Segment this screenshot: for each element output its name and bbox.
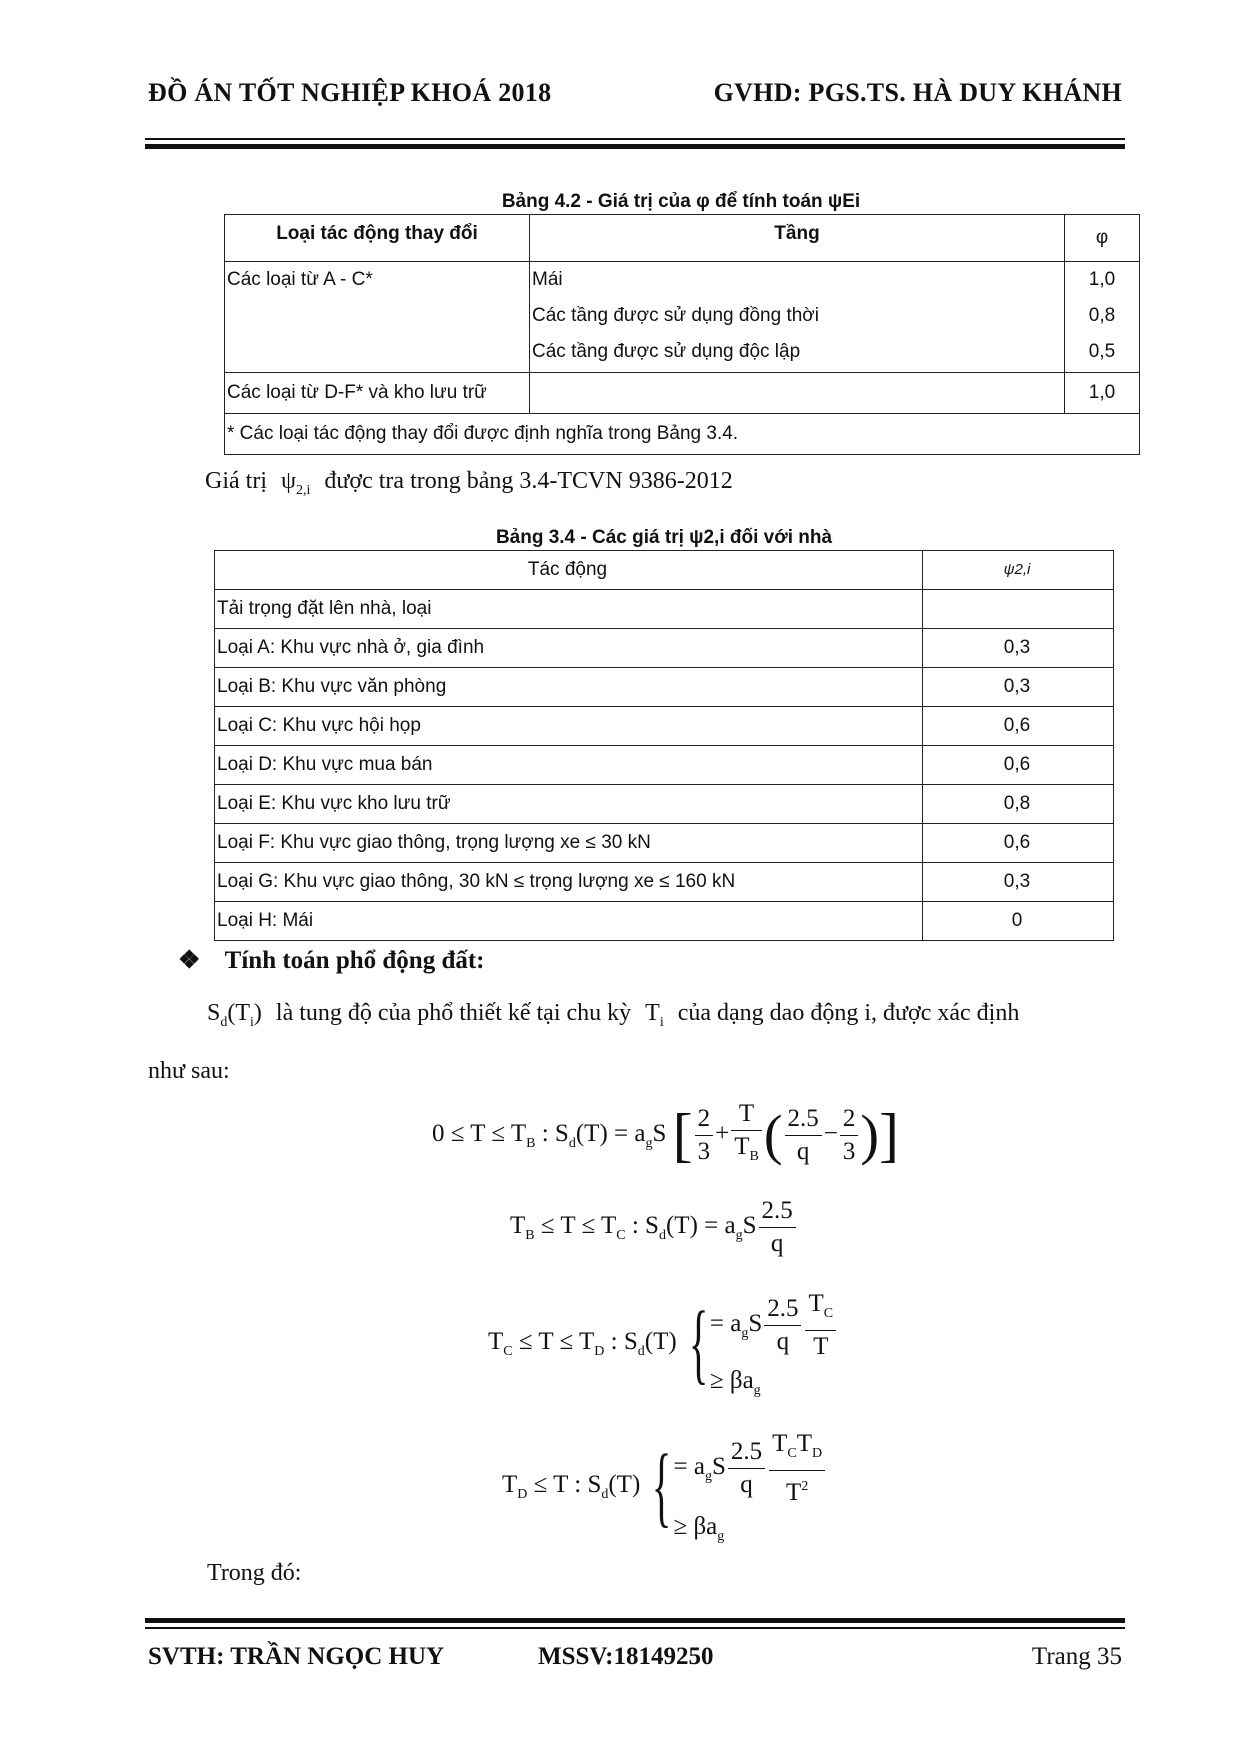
table2-row-label: Tải trọng đặt lên nhà, loại <box>215 590 923 629</box>
table1-group1-values <box>1065 262 1140 373</box>
equation-4: $T_D \le T$ : $S_d(T)$ { = $a_gS$ $\frac{2.5}{q}$ $\frac{T_CT_D}{T^2}$ ≥ $\beta a_g$ <box>502 1428 827 1545</box>
table1-floor: Các tầng được sử dụng độc lập <box>532 341 801 362</box>
table1-value: 1,0 <box>1088 269 1116 290</box>
table2-caption: Bảng 3.4 - Các giá trị ψ2,i đối với nhà <box>495 527 833 548</box>
table1-value: 0,5 <box>1088 341 1116 362</box>
psi-paragraph-before: Giá trị <box>205 468 267 494</box>
footer-mssv: MSSV:18149250 <box>538 1643 714 1670</box>
table1-group2-value: 1,0 <box>1065 373 1140 414</box>
table1-group1-floors <box>530 262 1065 373</box>
table2-row-value <box>923 590 1114 629</box>
table1-group2-label: Các loại từ D-F* và kho lưu trữ <box>225 373 530 414</box>
sd-paragraph-line2: như sau: <box>148 1058 230 1084</box>
table2-row-value: 0,6 <box>923 746 1114 785</box>
sd-symbol: $S_d(T_i)$ <box>207 1000 262 1030</box>
table1-group2-floor <box>530 373 1065 414</box>
diamond-bullet-icon: ❖ <box>178 947 201 974</box>
table2-row-value: 0,3 <box>923 629 1114 668</box>
table1-floor: Các tầng được sử dụng đồng thời <box>532 305 819 326</box>
table2-header-action: Tác động <box>215 551 923 590</box>
table2-row-value: 0,3 <box>923 668 1114 707</box>
footer-rule-thin <box>145 1627 1125 1629</box>
psi-symbol: $\psi_{2,i}$ <box>280 468 311 498</box>
table1-header-phi: φ <box>1065 215 1140 262</box>
table2-row-label: Loại C: Khu vực hội họp <box>215 707 923 746</box>
table2-row-label: Loại H: Mái <box>215 902 923 941</box>
sd-paragraph-line1: $S_d(T_i)$ là tung độ của phổ thiết kế tại chu kỳ $T_i$ của dạng dao động i, được xác định <box>207 1000 1020 1030</box>
table2-row-label: Loại G: Khu vực giao thông, 30 kN ≤ trọng lượng xe ≤ 160 kN <box>215 863 923 902</box>
psi-paragraph-after: được tra trong bảng 3.4-TCVN 9386-2012 <box>324 468 733 494</box>
footer-page-number: Trang 35 <box>1031 1643 1122 1670</box>
table1-caption: Bảng 4.2 - Giá trị của φ để tính toán ψEi <box>501 191 861 212</box>
table1-floor: Mái <box>532 269 563 290</box>
table2-row-value: 0,8 <box>923 785 1114 824</box>
table1-header-type: Loại tác động thay đổi <box>225 215 530 262</box>
table1-footnote: * Các loại tác động thay đổi được định nghĩa trong Bảng 3.4. <box>225 414 1140 455</box>
header-rule-thin <box>145 138 1125 140</box>
table1-group1-cell <box>225 262 530 373</box>
table2-row-value: 0,3 <box>923 863 1114 902</box>
table2-header-psi: ψ2,i <box>923 551 1114 590</box>
header-left: ĐỒ ÁN TỐT NGHIỆP KHOÁ 2018 <box>148 78 552 107</box>
table2-row-label: Loại D: Khu vực mua bán <box>215 746 923 785</box>
footer-rule-thick <box>145 1618 1125 1623</box>
section-title: Tính toán phổ động đất: <box>224 947 485 974</box>
table2-row-label: Loại A: Khu vực nhà ở, gia đình <box>215 629 923 668</box>
table2-row-label: Loại F: Khu vực giao thông, trọng lượng xe ≤ 30 kN <box>215 824 923 863</box>
table2-row-label: Loại E: Khu vực kho lưu trữ <box>215 785 923 824</box>
table1-group1-label: Các loại từ A - C* <box>227 269 373 290</box>
equation-3: $T_C \le T \le T_D$ : $S_d(T)$ { = $a_gS$ $\frac{2.5}{q}$ $\frac{T_C}{T}$ ≥ $\beta a_g$ <box>488 1288 838 1399</box>
table2-row-value: 0,6 <box>923 707 1114 746</box>
table1-value: 0,8 <box>1088 305 1116 326</box>
table2-row-label: Loại B: Khu vực văn phòng <box>215 668 923 707</box>
trong-do-text: Trong đó: <box>207 1560 302 1586</box>
table2 <box>214 550 1114 941</box>
equation-2: $T_B \le T \le T_C$ : $S_d(T) = a_gS$ $\frac{2.5}{q}$ <box>510 1195 798 1260</box>
equation-1: $0 \le T \le T_B$ : $S_d(T) = a_gS$ [ $\frac{2}{3}$ + $\frac{T}{T_B}$ ( $\frac{2.5}{q}$ − $\frac{2}{3}$ )] <box>432 1100 899 1168</box>
table1-header-floor: Tầng <box>530 215 1065 262</box>
table2-row-value: 0,6 <box>923 824 1114 863</box>
psi-paragraph <box>205 468 733 499</box>
section-heading <box>178 945 485 975</box>
header-right: GVHD: PGS.TS. HÀ DUY KHÁNH <box>713 78 1122 107</box>
table2-row-value: 0 <box>923 902 1114 941</box>
table1 <box>224 214 1140 455</box>
ti-symbol: $T_i$ <box>645 1000 664 1030</box>
header-rule-thick <box>145 144 1125 149</box>
footer-student: SVTH: TRẦN NGỌC HUY <box>148 1643 445 1670</box>
